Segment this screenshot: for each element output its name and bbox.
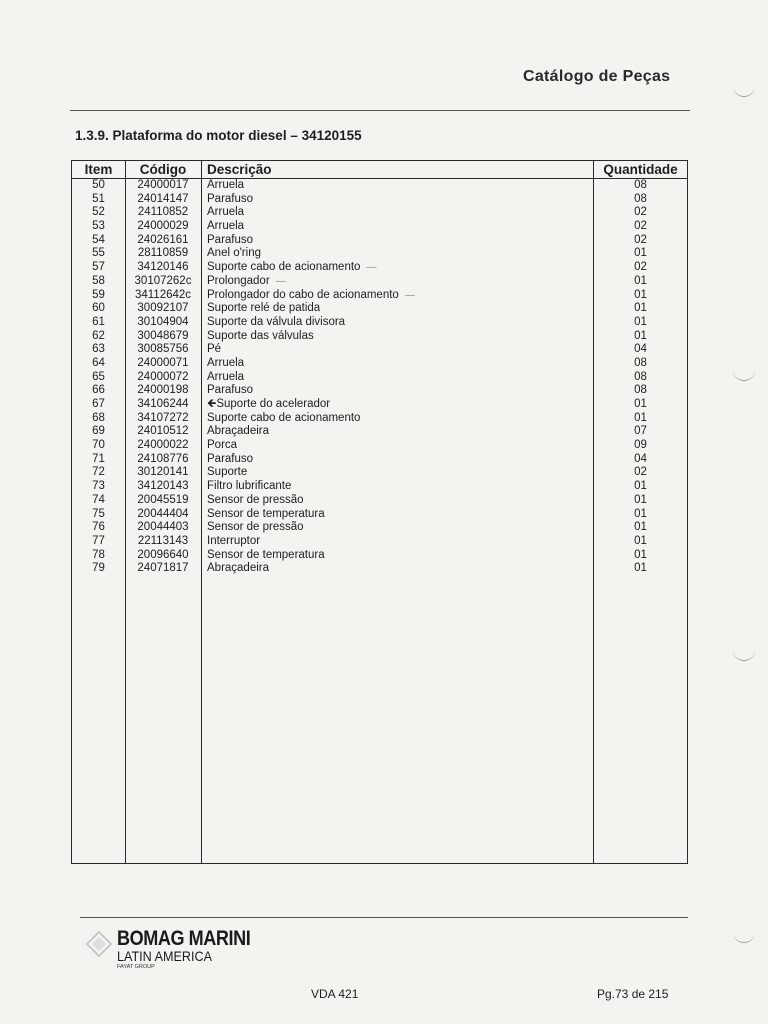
- part-description: Anel o'ring: [207, 247, 261, 260]
- item-number: 58: [92, 274, 105, 287]
- section-title: 1.3.9. Plataforma do motor diesel – 34120155: [75, 128, 362, 143]
- punch-hole-mark: [733, 368, 755, 381]
- parts-table: [71, 160, 688, 864]
- item-number: 69: [92, 425, 105, 438]
- part-code: 28110859: [137, 247, 189, 260]
- part-code: 24000071: [137, 356, 189, 369]
- pen-mark: —: [404, 289, 415, 301]
- column-header-code: Código: [139, 162, 187, 177]
- part-code: 34120146: [137, 261, 189, 274]
- pen-mark: —: [366, 262, 377, 274]
- punch-hole-mark: [733, 648, 755, 661]
- item-number: 79: [92, 562, 105, 575]
- item-number: 78: [92, 548, 105, 561]
- item-number: 64: [92, 356, 105, 369]
- part-code: 24000072: [137, 370, 189, 383]
- part-description: Arruela: [207, 356, 245, 369]
- part-quantity: 07: [634, 425, 647, 438]
- item-number: 60: [92, 302, 105, 315]
- part-code: 22113143: [137, 534, 189, 547]
- part-quantity: 08: [634, 370, 647, 383]
- item-number: 73: [92, 480, 105, 493]
- part-description: 🡸Suporte do acelerador: [207, 398, 331, 410]
- table-row: [72, 562, 687, 576]
- part-description: Prolongador do cabo de acionamento —: [207, 288, 415, 301]
- item-number: 75: [92, 507, 105, 520]
- part-quantity: 01: [634, 480, 647, 493]
- item-number: 59: [92, 288, 105, 301]
- part-description: Sensor de temperatura: [207, 507, 325, 520]
- item-number: 50: [92, 179, 105, 191]
- table-row: [72, 398, 687, 412]
- part-quantity: 02: [634, 466, 647, 479]
- table-row: [72, 220, 687, 234]
- part-code: 34120143: [137, 480, 189, 493]
- part-quantity: 01: [634, 534, 647, 547]
- item-number: 53: [92, 220, 105, 233]
- part-description: Sensor de pressão: [207, 521, 304, 534]
- document-code: VDA 421: [311, 987, 359, 1001]
- part-code: 30048679: [137, 329, 189, 342]
- part-code: 24010512: [137, 425, 189, 438]
- part-code: 24110852: [137, 206, 189, 219]
- part-description: Arruela: [207, 370, 245, 383]
- part-quantity: 04: [634, 452, 647, 465]
- part-quantity: 08: [634, 179, 647, 191]
- table-row: [72, 425, 687, 439]
- part-quantity: 01: [634, 411, 647, 424]
- part-quantity: 08: [634, 384, 647, 397]
- part-description: Sensor de temperatura: [207, 548, 325, 561]
- part-description: Parafuso: [207, 384, 254, 397]
- part-code: 30120141: [137, 466, 189, 479]
- table-row: [72, 412, 687, 426]
- part-code: 30107262c: [134, 274, 192, 287]
- part-code: 24000029: [137, 220, 189, 233]
- logo-subtitle: LATIN AMERICA: [117, 948, 212, 964]
- item-number: 54: [92, 233, 105, 246]
- part-code: 24000022: [137, 439, 189, 452]
- part-description: Suporte cabo de acionamento —: [207, 261, 377, 274]
- part-code: 20044403: [137, 521, 189, 534]
- column-header-description: Descrição: [207, 162, 272, 177]
- part-quantity: 01: [634, 302, 647, 315]
- table-row: [72, 261, 687, 275]
- part-description: Suporte cabo de acionamento: [207, 411, 361, 424]
- part-code: 24000198: [137, 384, 189, 397]
- item-number: 71: [92, 452, 105, 465]
- part-quantity: 08: [634, 356, 647, 369]
- part-quantity: 01: [634, 329, 647, 342]
- part-code: 24000017: [137, 179, 189, 191]
- table-row: [72, 384, 687, 398]
- punch-hole-mark: [733, 930, 755, 943]
- part-quantity: 01: [634, 493, 647, 506]
- table-row: [72, 302, 687, 316]
- part-quantity: 01: [634, 521, 647, 534]
- item-number: 74: [92, 493, 105, 506]
- item-number: 61: [92, 315, 105, 328]
- part-quantity: 09: [634, 439, 647, 452]
- company-logo: [86, 925, 286, 975]
- item-number: 51: [92, 192, 105, 205]
- part-description: Suporte das válvulas: [207, 329, 314, 342]
- part-description: Abraçadeira: [207, 425, 270, 438]
- table-row: [72, 206, 687, 220]
- part-code: 34106244: [137, 398, 189, 410]
- part-quantity: 02: [634, 206, 647, 219]
- part-code: 20045519: [137, 493, 189, 506]
- part-code: 20096640: [137, 548, 189, 561]
- part-quantity: 08: [634, 192, 647, 205]
- item-number: 62: [92, 329, 105, 342]
- part-description: Sensor de pressão: [207, 493, 304, 506]
- part-code: 30085756: [137, 343, 189, 356]
- part-description: Porca: [207, 439, 238, 452]
- table-row: [72, 480, 687, 494]
- part-quantity: 02: [634, 220, 647, 233]
- part-description: Arruela: [207, 179, 245, 191]
- part-description: Suporte da válvula divisora: [207, 315, 346, 328]
- part-description: Suporte relé de patida: [207, 302, 321, 315]
- part-code: 24014147: [137, 192, 189, 205]
- part-description: Prolongador —: [207, 274, 286, 287]
- item-number: 76: [92, 521, 105, 534]
- part-description: Suporte: [207, 466, 248, 479]
- item-number: 72: [92, 466, 105, 479]
- part-description: Parafuso: [207, 452, 254, 465]
- table-row: [72, 466, 687, 480]
- table-row: [72, 439, 687, 453]
- table-row: [72, 508, 687, 522]
- part-description: Abraçadeira: [207, 562, 270, 575]
- table-row: [72, 234, 687, 248]
- table-row: [72, 289, 687, 303]
- page-number: Pg.73 de 215: [597, 987, 669, 1001]
- item-number: 52: [92, 206, 105, 219]
- part-quantity: 04: [634, 343, 647, 356]
- part-quantity: 01: [634, 288, 647, 301]
- item-number: 66: [92, 384, 105, 397]
- part-description: Pé: [207, 343, 222, 356]
- item-number: 55: [92, 247, 105, 260]
- part-code: 24071817: [137, 562, 189, 575]
- part-quantity: 01: [634, 507, 647, 520]
- item-number: 67: [92, 398, 105, 410]
- part-quantity: 01: [634, 562, 647, 575]
- column-header-quantity: Quantidade: [603, 162, 678, 177]
- part-quantity: 01: [634, 247, 647, 260]
- table-body: [72, 179, 687, 576]
- part-quantity: 01: [634, 548, 647, 561]
- part-code: 24108776: [137, 452, 189, 465]
- table-row: [72, 535, 687, 549]
- item-number: 68: [92, 411, 105, 424]
- part-quantity: 01: [634, 315, 647, 328]
- part-quantity: 02: [634, 233, 647, 246]
- table-row: [72, 549, 687, 563]
- part-description: Arruela: [207, 220, 245, 233]
- part-code: 24026161: [137, 233, 189, 246]
- table-row: [72, 521, 687, 535]
- item-number: 77: [92, 534, 105, 547]
- table-row: [72, 179, 687, 193]
- part-quantity: 01: [634, 398, 647, 410]
- catalog-title: Catálogo de Peças: [523, 68, 671, 85]
- part-code: 34107272: [137, 411, 189, 424]
- part-description: Parafuso: [207, 233, 254, 246]
- logo-name: BOMAG MARINI: [117, 927, 251, 950]
- item-number: 63: [92, 343, 105, 356]
- table-row: [72, 343, 687, 357]
- table-row: [72, 357, 687, 371]
- table-row: [72, 494, 687, 508]
- table-row: [72, 275, 687, 289]
- table-row: [72, 193, 687, 207]
- pen-mark: —: [275, 275, 286, 287]
- part-description: Arruela: [207, 206, 245, 219]
- part-code: 20044404: [137, 507, 189, 520]
- punch-hole-mark: [733, 84, 755, 97]
- part-code: 30104904: [137, 315, 189, 328]
- part-description: Filtro lubrificante: [207, 480, 292, 493]
- table-row: [72, 247, 687, 261]
- table-row: [72, 371, 687, 385]
- table-row: [72, 316, 687, 330]
- table-row: [72, 453, 687, 467]
- part-quantity: 02: [634, 261, 647, 274]
- item-number: 70: [92, 439, 105, 452]
- item-number: 65: [92, 370, 105, 383]
- header-rule: [70, 110, 690, 111]
- part-description: Parafuso: [207, 192, 254, 205]
- part-code: 30092107: [137, 302, 189, 315]
- table-row: [72, 330, 687, 344]
- part-quantity: 01: [634, 274, 647, 287]
- item-number: 57: [92, 261, 105, 274]
- column-header-item: Item: [84, 162, 113, 177]
- part-description: Interruptor: [207, 534, 261, 547]
- footer-rule: [80, 917, 688, 918]
- logo-group: FAYAT GROUP: [117, 964, 155, 970]
- part-code: 34112642c: [134, 288, 192, 301]
- logo-diamond-icon: [86, 931, 112, 957]
